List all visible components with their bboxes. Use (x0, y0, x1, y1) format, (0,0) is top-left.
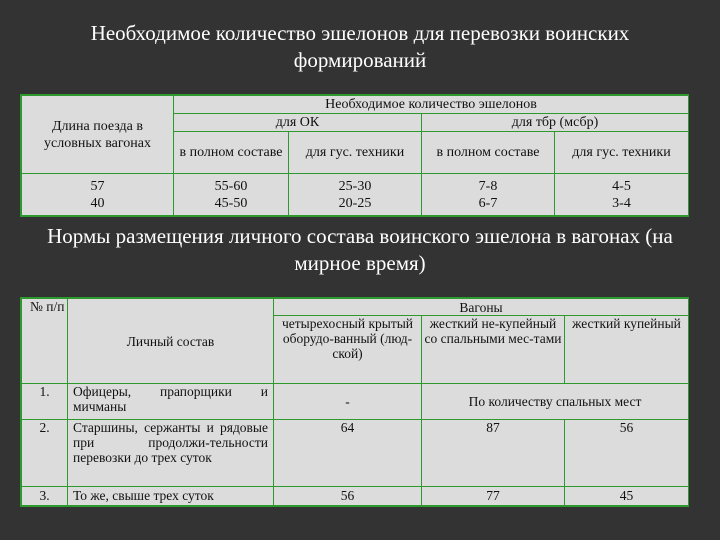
header-wagon-sleeper: жесткий не-купейный со спальными мес-тами (422, 316, 565, 384)
table-cell-value: 45 (565, 486, 689, 505)
table-cell-number: 3. (22, 486, 68, 505)
header-tbr-full: в полном составе (422, 132, 555, 174)
table-cell-value: 64 (274, 419, 422, 486)
header-echelon-count: Необходимое количество эшелонов (174, 96, 689, 114)
table-cell-value: 87 (422, 419, 565, 486)
header-wagon-covered: четырехосный крытый оборудо-ванный (люд-ской) (274, 316, 422, 384)
table-cell-personnel: То же, свыше трех суток (68, 486, 274, 505)
table-cell-merged: По количеству спальных мест (422, 384, 689, 419)
header-tbr: для тбр (мсбр) (422, 114, 689, 132)
header-row-number: № п/п (22, 299, 68, 384)
table-cell-tbr-tech: 4-5 3-4 (555, 174, 689, 216)
table-cell-ok-full: 55-60 45-50 (174, 174, 289, 216)
header-ok: для ОК (174, 114, 422, 132)
header-ok-full: в полном составе (174, 132, 289, 174)
personnel-norms-table (20, 297, 689, 507)
table-cell-number: 2. (22, 419, 68, 486)
table-cell-value: 56 (565, 419, 689, 486)
header-wagon-compartment: жесткий купейный (565, 316, 689, 384)
table-cell-tbr-full: 7-8 6-7 (422, 174, 555, 216)
table-cell-value: 56 (274, 486, 422, 505)
header-personnel: Личный состав (68, 299, 274, 384)
header-tbr-tech: для гус. техники (555, 132, 689, 174)
table-cell-value: - (274, 384, 422, 419)
header-ok-tech: для гус. техники (289, 132, 422, 174)
header-train-length: Длина поезда в условных вагонах (22, 96, 174, 174)
section-subtitle: Нормы размещения личного состава воинского эшелона в вагонах (на мирное время) (47, 224, 673, 275)
table-cell-number: 1. (22, 384, 68, 419)
table-cell-personnel: Старшины, сержанты и рядовые при продолжи-тельности перевозки до трех суток (68, 419, 274, 486)
echelon-count-table (20, 94, 689, 217)
table-cell-personnel: Офицеры, прапорщики и мичманы (68, 384, 274, 419)
slide-title: Необходимое количество эшелонов для перевозки воинских формирований (90, 21, 630, 72)
table-cell-length: 57 40 (22, 174, 174, 216)
table-cell-ok-tech: 25-30 20-25 (289, 174, 422, 216)
table-cell-value: 77 (422, 486, 565, 505)
header-wagons: Вагоны (274, 299, 689, 316)
